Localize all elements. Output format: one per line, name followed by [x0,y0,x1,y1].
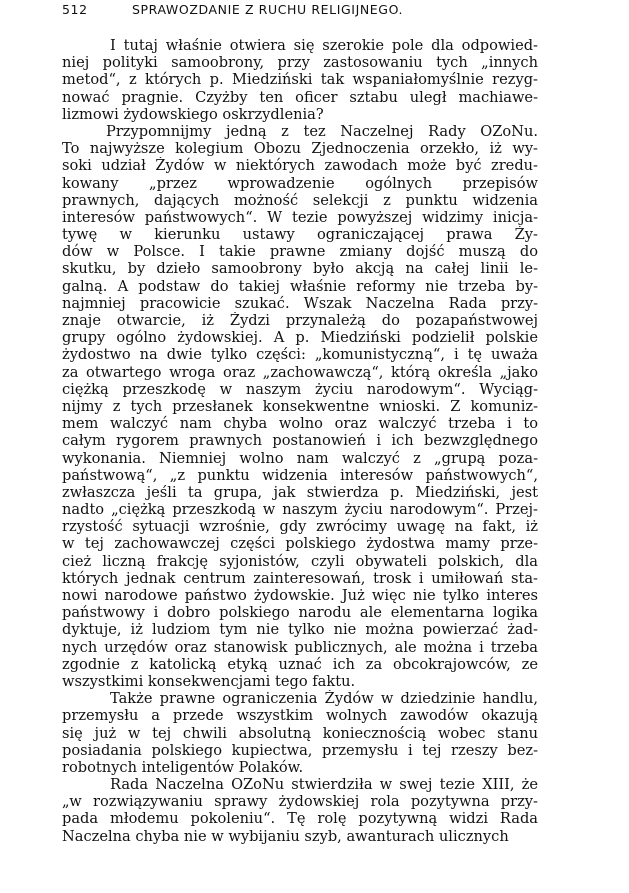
text-line: grupy ogólno żydowskiej. A p. Miedziński podzielił polskie [62,329,538,347]
text-line: nować pragnie. Czyżby ten oficer sztabu uległ machiawe- [62,88,538,106]
text-line: wszystkimi konsekwencjami tego faktu. [62,672,356,690]
page-number: 512 [62,2,88,17]
paragraph [62,776,538,845]
text-line: „w rozwiązywaniu sprawy żydowskiej rola pozytywna przy- [62,793,538,811]
text-line: kowany „przez wprowadzenie ogólnych przepisów [62,174,538,192]
paragraph [62,123,538,690]
text-line: nijmy z tych przesłanek konsekwentne wnioski. Z komuniz- [62,397,538,415]
text-line: metod“, z których p. Miedziński tak wspaniałomyślnie rezyg- [62,71,538,89]
text-line: znaje otwarcie, iż Żydzi przynależą do pozapaństwowej [62,312,538,329]
text-line: w tej zachowawczej części polskiego żydostwa mamy prze- [62,535,538,553]
text-line: państwową“, „z punktu widzenia interesów państwowych“, [62,466,538,484]
text-line: interesów państwowych“. W tezie powyższej widzimy inicja- [62,208,538,226]
text-line: państwowy i dobro polskiego narodu ale elementarna logika [62,604,538,622]
text-line: najmniej pracowicie szukać. Wszak Naczelna Rada przy- [62,294,538,312]
text-line: mem walczyć nam chyba wolno oraz walczyć trzeba i to [62,415,538,433]
text-line: niej polityki samoobrony, przy zastosowaniu tych „innych [62,54,538,72]
text-line: przemysłu a przede wszystkim wolnych zawodów okazują [62,707,538,725]
paragraph [62,690,538,776]
text-line: Naczelna chyba nie w wybijaniu szyb, awanturach ulicznych [62,827,509,845]
text-line: nadto „ciężką przeszkodą w naszym życiu narodowym“. Przej- [62,501,538,519]
text-line: To najwyższe kolegium Obozu Zjednoczenia orzekło, iż wy- [62,140,538,158]
text-line: żydostwo na dwie tylko części: „komunistyczną“, i tę uważa [62,346,538,364]
running-head [62,2,552,17]
text-line: się już w tej chwili absolutną koniecznością wobec stanu [62,724,538,742]
text-line: prawnych, dających możność selekcji z punktu widzenia [62,191,538,209]
text-line: lizmowi żydowskiego oskrzydlenia? [62,105,324,123]
text-line: dów w Polsce. I takie prawne zmiany dojść muszą do [62,243,538,261]
text-line: I tutaj właśnie otwiera się szerokie pole dla odpowied- [110,37,538,54]
text-line: wykonania. Niemniej wolno nam walczyć z „grupą poza- [62,449,538,467]
text-line: całym rygorem prawnych postanowień i ich bezwzględnego [62,432,538,450]
text-line: nowi narodowe państwo żydowskie. Już więc nie tylko interes [62,587,538,604]
text-line: których jednak centrum zainteresowań, trosk i umiłowań sta- [62,569,538,587]
text-line: galną. A podstaw do takiej właśnie reformy nie trzeba by- [62,277,538,295]
text-line: Rada Naczelna OZoNu stwierdziła w swej tezie XIII, że [110,776,538,794]
running-head-title: SPRAWOZDANIE Z RUCHU RELIGIJNEGO. [132,2,404,17]
text-line: dyktuje, iż ludziom tym nie tylko nie można powierzać żad- [62,621,538,639]
text-line: pada młodemu pokoleniu“. Tę rolę pozytywną widzi Rada [62,810,538,828]
text-line: zwłaszcza jeśli ta grupa, jak stwierdza p. Miedziński, jest [62,483,538,501]
paragraph [62,37,538,123]
text-line: posiadania polskiego kupiectwa, przemysłu i tej rzeszy bez- [62,741,538,759]
text-line: Przypomnijmy jedną z tez Naczelnej Rady OZoNu. [106,122,538,140]
text-line: Także prawne ograniczenia Żydów w dziedzinie handlu, [110,690,538,708]
text-line: cież liczną frakcję syjonistów, czyli obywateli polskich, dla [62,552,538,570]
body-text [62,37,538,845]
text-line: skutku, by dzieło samoobrony było akcją na całej linii le- [62,260,538,278]
text-line: ciężką przeszkodę w naszym życiu narodowym“. Wyciąg- [62,380,538,398]
text-line: soki udział Żydów w niektórych zawodach może być zredu- [62,157,538,175]
text-line: rzystość sytuacji wzrośnie, gdy zwrócimy uwagę na fakt, iż [62,518,538,536]
text-line: robotnych inteligentów Polaków. [62,758,304,776]
text-line: za otwartego wroga oraz „zachowawczą“, którą określa „jako [62,363,538,381]
text-line: tywę w kierunku ustawy ograniczającej prawa Ży- [62,226,538,244]
text-line: nych urzędów oraz stanowisk publicznych, ale można i trzeba [62,638,538,656]
text-line: zgodnie z katolicką etyką uznać ich za obcokrajowców, ze [62,655,538,673]
